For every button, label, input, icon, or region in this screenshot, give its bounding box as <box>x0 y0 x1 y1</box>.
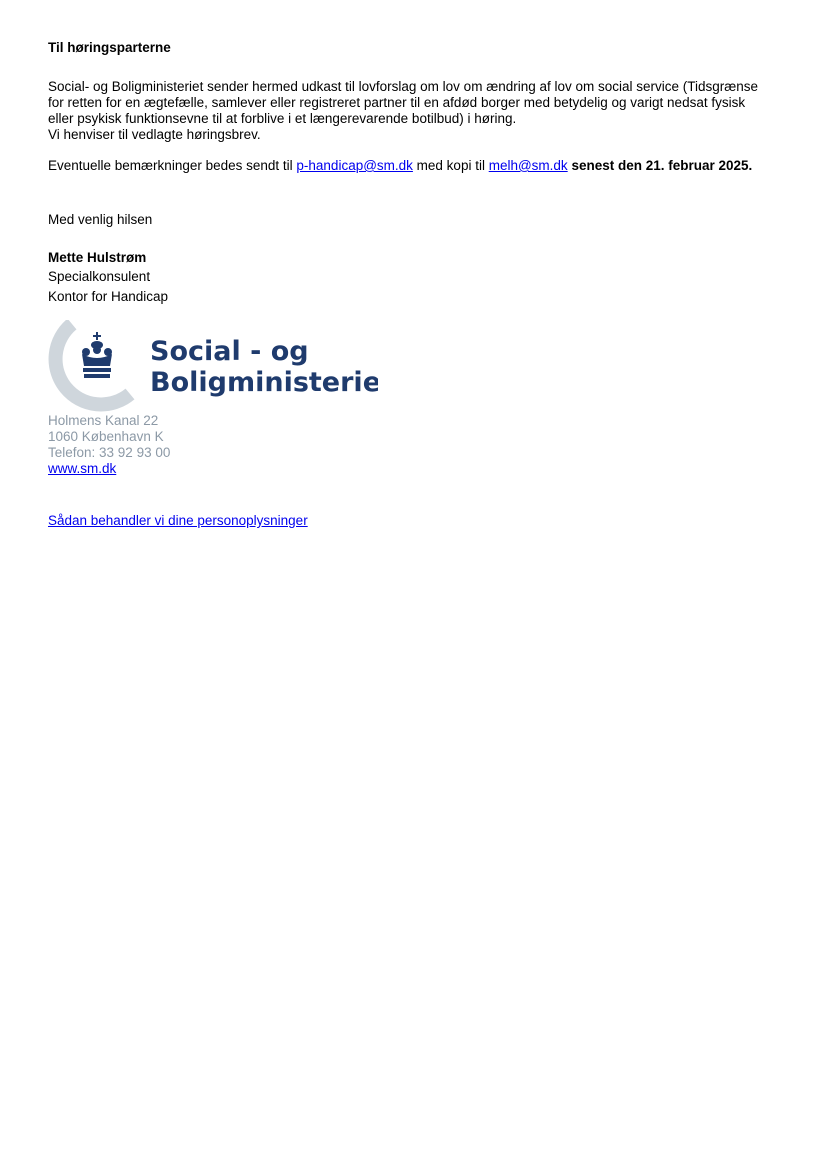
signature-office: Kontor for Handicap <box>48 289 169 304</box>
signature-name: Mette Hulstrøm <box>48 250 147 265</box>
closing: Med venlig hilsen <box>48 212 153 227</box>
paragraph-line: for retten for en ægtefælle, samlever eller registreret partner til en afdød borger med betydelig og varigt nedsat fysisk <box>48 95 746 110</box>
contact-address: Holmens Kanal 22 <box>48 413 159 428</box>
contact-phone: Telefon: 33 92 93 00 <box>48 445 171 460</box>
privacy-link[interactable]: Sådan behandler vi dine personoplysninger <box>48 513 308 528</box>
paragraph-line: eller psykisk funktionsevne til at forblive i et længerevarende botilbud) i høring. <box>48 111 517 126</box>
salutation: Til høringsparterne <box>48 40 171 55</box>
ministry-logo-graphic <box>48 320 378 414</box>
contact-city: 1060 København K <box>48 429 164 444</box>
paragraph-line: Social- og Boligministeriet sender hermed udkast til lovforslag om lov om ændring af lov om social service (Tidsgrænse <box>48 79 759 94</box>
email-link-handicap[interactable]: p-handicap@sm.dk <box>296 158 413 173</box>
remarks-line <box>48 158 752 174</box>
deadline: senest den 21. februar 2025. <box>567 158 753 173</box>
website-link[interactable]: www.sm.dk <box>48 461 117 476</box>
signature-title: Specialkonsulent <box>48 269 151 284</box>
crown-icon <box>82 332 112 378</box>
email-link-melh[interactable]: melh@sm.dk <box>488 158 568 173</box>
paragraph-line: Vi henviser til vedlagte høringsbrev. <box>48 127 261 142</box>
logo-text-line2: Boligministeriet <box>150 367 378 398</box>
remarks-middle: med kopi til <box>412 158 489 173</box>
ministry-logo <box>48 320 378 414</box>
logo-text-line1: Social - og <box>150 336 309 367</box>
remarks-prefix: Eventuelle bemærkninger bedes sendt til <box>48 158 297 173</box>
